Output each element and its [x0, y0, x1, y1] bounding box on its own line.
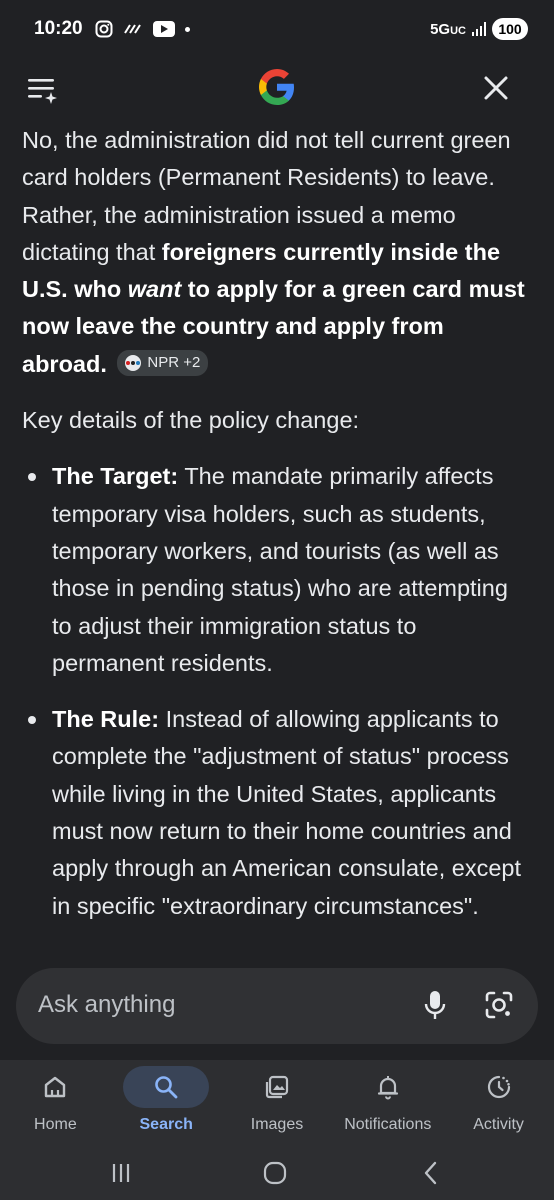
policy-details-list	[22, 458, 532, 925]
google-logo[interactable]	[254, 64, 300, 110]
list-item	[22, 701, 532, 925]
answer-intro-text: No, the administration did not tell current green card holders (Permanent Residents) to leave. Rather, the administration issued a memo dictating that	[22, 127, 511, 265]
app-bar	[0, 60, 554, 116]
nav-images[interactable]	[222, 1060, 333, 1146]
nav-label: Activity	[473, 1116, 524, 1133]
status-right	[430, 18, 528, 40]
nav-label: Notifications	[344, 1116, 432, 1133]
npr-source-icon	[125, 355, 141, 371]
status-bar	[0, 0, 554, 60]
ask-input-placeholder[interactable]: Ask anything	[38, 991, 176, 1018]
instagram-icon	[95, 20, 113, 38]
battery-indicator: 100	[492, 18, 528, 40]
content-fade	[22, 939, 532, 957]
youtube-icon	[153, 21, 175, 37]
nav-label: Home	[34, 1116, 77, 1133]
signal-icon	[472, 22, 486, 36]
search-icon	[152, 1073, 180, 1101]
activity-icon	[485, 1073, 513, 1101]
more-notifications-dot-icon	[185, 27, 190, 32]
mic-icon[interactable]	[420, 988, 450, 1022]
home-icon	[41, 1073, 69, 1101]
status-notification-icons	[95, 20, 190, 38]
bullet-title: The Target:	[52, 463, 179, 490]
home-button-icon[interactable]	[260, 1158, 290, 1188]
answer-intro	[22, 122, 532, 383]
images-icon	[263, 1073, 291, 1101]
bullet-text: The mandate primarily affects temporary visa holders, such as students, temporary workers, and tourists (as well as those in pending status) who are attempting to adjust their immigration status to permanent residents.	[52, 463, 508, 676]
bullet-dot	[28, 473, 36, 481]
source-chip[interactable]	[117, 350, 208, 376]
nav-search[interactable]	[111, 1060, 222, 1146]
bullet-text: Instead of allowing applicants to complete the "adjustment of status" process while living in the United States, applicants must now return to their home countries and apply through an American consulate, except in specific "extraordinary circumstances".	[52, 706, 521, 919]
network-type: 5GUC	[430, 20, 466, 38]
status-time: 10:20	[34, 18, 83, 39]
bottom-navigation	[0, 1060, 554, 1146]
bell-icon	[374, 1073, 402, 1101]
app-notification-icon	[123, 21, 143, 37]
nav-notifications[interactable]	[332, 1060, 443, 1146]
nav-label: Images	[250, 1116, 304, 1133]
nav-label: Search	[139, 1116, 193, 1133]
nav-home[interactable]	[0, 1060, 111, 1146]
ask-input-bar[interactable]	[16, 968, 538, 1044]
answer-intro-bold: foreigners currently inside the U.S. who want to apply for a green card must now leave the country and apply from abroad.	[22, 238, 525, 377]
key-details-heading: Key details of the policy change:	[22, 407, 360, 434]
nav-activity[interactable]	[443, 1060, 554, 1146]
menu-sparkle-icon[interactable]	[26, 72, 60, 106]
close-icon[interactable]	[478, 70, 514, 106]
ai-answer-content	[22, 122, 532, 957]
list-item	[22, 458, 532, 682]
recent-apps-icon[interactable]	[106, 1158, 136, 1188]
system-navigation-bar	[0, 1146, 554, 1200]
bullet-title: The Rule:	[52, 706, 160, 733]
bullet-dot	[28, 716, 36, 724]
lens-camera-icon[interactable]	[484, 990, 514, 1020]
source-chip-label: NPR +2	[147, 353, 201, 371]
back-icon[interactable]	[416, 1158, 446, 1188]
